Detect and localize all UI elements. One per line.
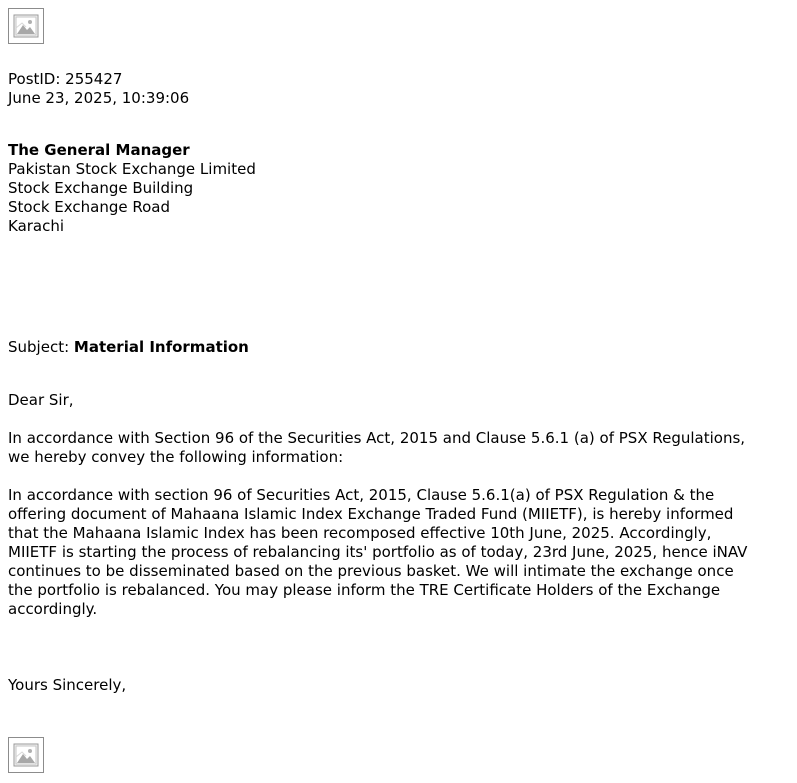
information-paragraph	[8, 486, 788, 619]
intro-paragraph	[8, 429, 788, 467]
recipient-title: The General Manager	[8, 141, 190, 159]
subject-value: Material Information	[73, 338, 249, 356]
post-id: PostID: 255427	[8, 70, 123, 88]
paragraph-line: In accordance with section 96 of Securities Act, 2015, Clause 5.6.1(a) of PSX Regulation & the	[8, 486, 715, 504]
paragraph-line: that the Mahaana Islamic Index has been recomposed effective 10th June, 2025. Accordingly,	[8, 524, 712, 542]
post-timestamp: June 23, 2025, 10:39:06	[8, 89, 190, 107]
paragraph-line: In accordance with Section 96 of the Securities Act, 2015 and Clause 5.6.1 (a) of PSX Regulations,	[8, 429, 746, 447]
address-line: Karachi	[8, 217, 65, 235]
address-line: Stock Exchange Road	[8, 198, 170, 216]
paragraph-line: continues to be disseminated based on the previous basket. We will intimate the exchange once	[8, 562, 734, 580]
closing-text: Yours Sincerely,	[8, 676, 127, 694]
paragraph-line: offering document of Mahaana Islamic Index Exchange Traded Fund (MIIETF), is hereby informed	[8, 505, 734, 523]
signature-image-placeholder-icon	[8, 737, 44, 773]
header-image-placeholder-icon	[8, 8, 44, 44]
paragraph-line: the portfolio is rebalanced. You may please inform the TRE Certificate Holders of the Exchange	[8, 581, 721, 599]
address-line: Stock Exchange Building	[8, 179, 194, 197]
paragraph-line: accordingly.	[8, 600, 98, 618]
post-meta	[8, 70, 788, 108]
paragraph-line: MIIETF is starting the process of rebalancing its' portfolio as of today, 23rd June, 2025, hence iNAV	[8, 543, 748, 561]
recipient-address	[8, 141, 788, 236]
closing	[8, 676, 788, 695]
subject-label: Subject:	[8, 338, 74, 356]
address-line: Pakistan Stock Exchange Limited	[8, 160, 256, 178]
paragraph-line: we hereby convey the following information:	[8, 448, 344, 466]
salutation-text: Dear Sir,	[8, 391, 74, 409]
subject-line	[8, 338, 788, 357]
broken-image-icon	[13, 14, 39, 38]
salutation	[8, 391, 788, 410]
broken-image-icon	[13, 743, 39, 767]
